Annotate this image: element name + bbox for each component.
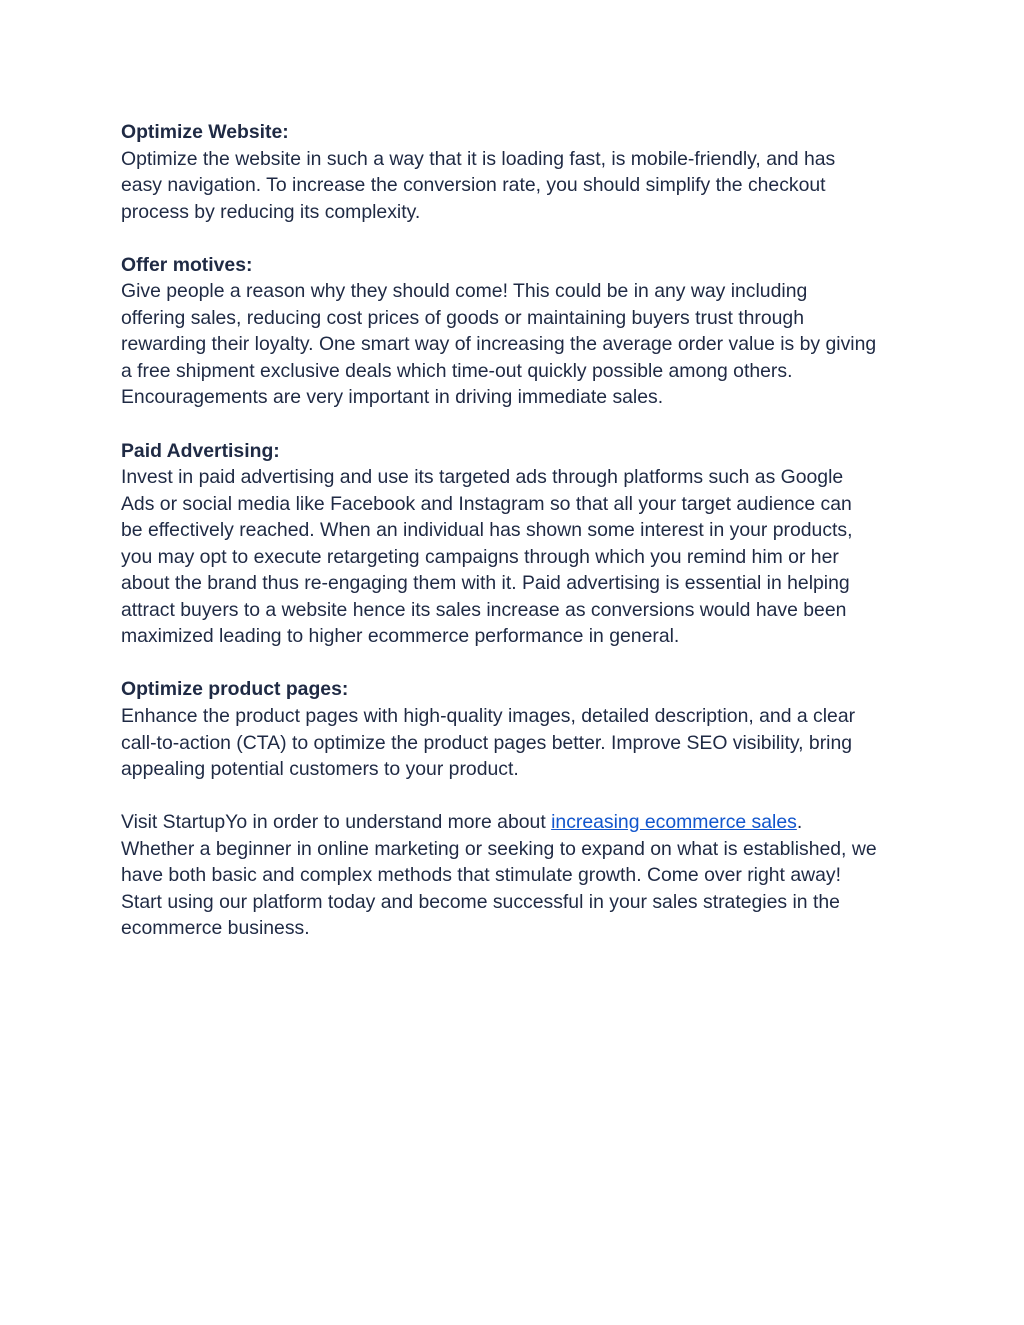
paragraph-line: Whether a beginner in online marketing or seeking to expand on what is established, we	[121, 837, 877, 860]
paragraph-line: Encouragements are very important in driving immediate sales.	[121, 386, 664, 409]
paragraph-line: Enhance the product pages with high-quality images, detailed description, and a clear	[121, 705, 856, 728]
paragraph-line: have both basic and complex methods that stimulate growth. Come over right away!	[121, 864, 841, 887]
paragraph-line: call-to-action (CTA) to optimize the product pages better. Improve SEO visibility, bring	[121, 731, 853, 754]
section-optimize-website	[121, 119, 914, 225]
closing-intro-text: Visit StartupYo in order to understand more about	[121, 811, 552, 834]
paragraph-line: maximized leading to higher ecommerce performance in general.	[121, 625, 680, 648]
paragraph-line: a free shipment exclusive deals which time-out quickly possible among others.	[121, 359, 793, 382]
paragraph-line: attract buyers to a website hence its sales increase as conversions would have been	[121, 598, 847, 621]
paragraph-line: rewarding their loyalty. One smart way of increasing the average order value is by giving	[121, 333, 877, 356]
section-heading: Optimize Website:	[121, 121, 289, 143]
closing-first-line	[121, 809, 914, 836]
paragraph-line: Ads or social media like Facebook and Instagram so that all your target audience can	[121, 492, 852, 515]
closing-paragraph	[121, 809, 914, 942]
paragraph-line: process by reducing its complexity.	[121, 200, 421, 223]
paragraph-line: ecommerce business.	[121, 917, 310, 940]
paragraph-line: Start using our platform today and become successful in your sales strategies in the	[121, 890, 840, 913]
closing-period: .	[796, 811, 803, 834]
section-offer-motives	[121, 252, 914, 411]
paragraph-line: offering sales, reducing cost prices of goods or maintaining buyers trust through	[121, 306, 804, 329]
paragraph-line: Optimize the website in such a way that it is loading fast, is mobile-friendly, and has	[121, 147, 836, 170]
paragraph-line: be effectively reached. When an individual has shown some interest in your products,	[121, 519, 853, 542]
paragraph-line: about the brand thus re-engaging them with it. Paid advertising is essential in helping	[121, 572, 850, 595]
paragraph-line: Give people a reason why they should come! This could be in any way including	[121, 280, 808, 303]
section-paid-advertising	[121, 438, 914, 650]
section-heading: Optimize product pages:	[121, 678, 349, 701]
section-heading: Offer motives:	[121, 253, 253, 276]
section-optimize-product-pages	[121, 676, 914, 782]
increasing-ecommerce-sales-link[interactable]: increasing ecommerce sales	[551, 811, 797, 834]
paragraph-line: Invest in paid advertising and use its targeted ads through platforms such as Google	[121, 466, 844, 489]
section-heading: Paid Advertising:	[121, 439, 280, 462]
paragraph-line: easy navigation. To increase the conversion rate, you should simplify the checkout	[121, 174, 826, 197]
paragraph-line: you may opt to execute retargeting campaigns through which you remind him or her	[121, 545, 839, 568]
paragraph-line: appealing potential customers to your product.	[121, 758, 519, 781]
